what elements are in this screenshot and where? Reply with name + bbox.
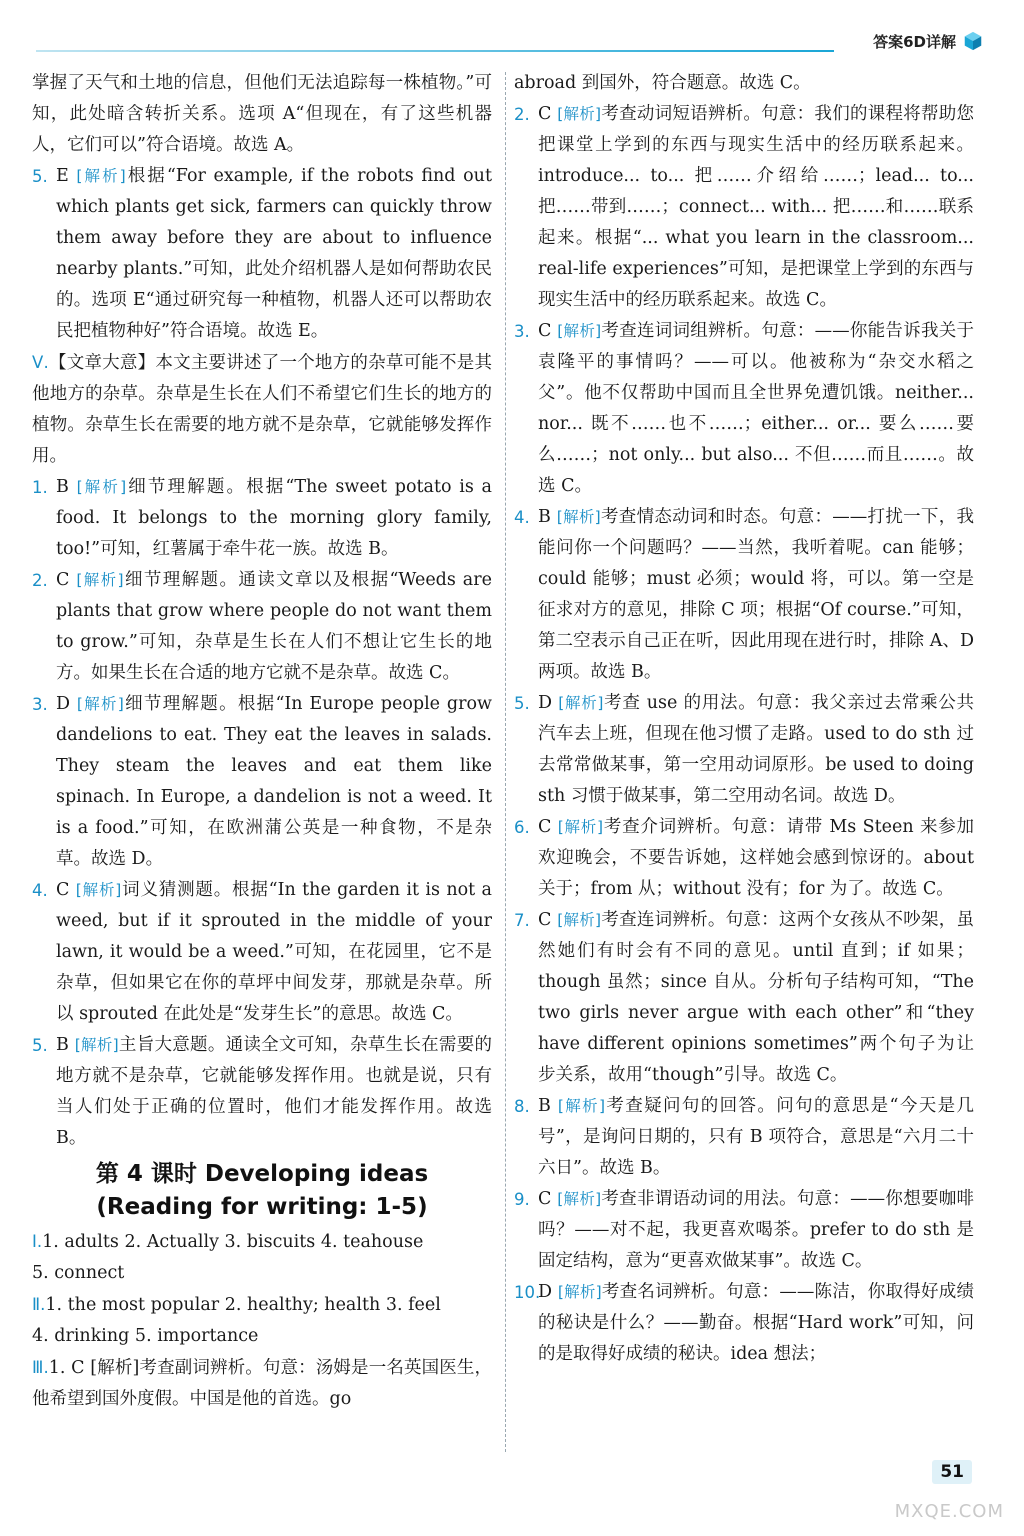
analysis-text: 考查连词辨析。句意：这两个女孩从不吵架，虽然她们有时会有不同的意见。until 直到；if 如果；though 虽然；since 自从。分析句子结构可知，“The two girls never argue with each other”和“they have different opinions sometimes”两个句子为让步关系，故用“though”引导。故选 C。: [538, 910, 974, 1085]
item-number: 6.: [514, 818, 530, 837]
analysis-tag: [解析]: [557, 1097, 606, 1115]
section-text: 1. the most popular 2. healthy; health 3. feel: [45, 1295, 441, 1315]
answer-letter: D: [56, 694, 71, 714]
analysis-tag: [解析]: [557, 105, 602, 123]
column-divider: [505, 72, 506, 1452]
section-block: [32, 1226, 492, 1258]
answer-item: [514, 688, 974, 812]
answer-letter: C: [538, 1189, 552, 1209]
analysis-text: 考查介词辨析。句意：请带 Ms Steen 来参加欢迎晚会，不要告诉她，这样她会感到惊讶的。about 关于；from 从；without 没有；for 为了。故选 C。: [538, 817, 974, 899]
brand-text: 答案6D详解: [873, 32, 956, 51]
analysis-tag: [解析]: [557, 322, 602, 340]
answer-item: [514, 1184, 974, 1277]
analysis-text: 考查动词短语辨析。句意：我们的课程将帮助您把课堂上学到的东西与现实生活中的经历联系起来。introduce... to... 把……介绍给……；lead... to... 把……带到……；connect... with... 把……和……联系起来。根据“... what you learn in the classroom... real-life experiences”可知，是把课堂上学到的东西与现实生活中的经历联系起来。故选 C。: [538, 104, 974, 310]
answer-item: [32, 875, 492, 1030]
lesson-title: [32, 1158, 492, 1224]
item-number: 5.: [514, 694, 530, 713]
analysis-text: 考查非谓语动词的用法。句意：——你想要咖啡吗？——对不起，我更喜欢喝茶。prefer to do sth 是固定结构，意为“更喜欢做某事”。故选 C。: [538, 1189, 974, 1271]
item-number: 7.: [514, 911, 530, 930]
answer-letter: C: [538, 321, 552, 341]
section-text: 1. adults 2. Actually 3. biscuits 4. teahouse: [42, 1232, 424, 1252]
item-number: 8.: [514, 1097, 530, 1116]
answer-item: [514, 502, 974, 688]
section-block: [32, 1352, 492, 1415]
analysis-text: 主旨大意题。通读全文可知，杂草生长在需要的地方就不是杂草，它就能够发挥作用。也就是说，只有当人们处于正确的位置时，他们才能发挥作用。故选 B。: [56, 1035, 492, 1148]
item-number: 5.: [32, 167, 48, 186]
answer-letter: D: [538, 1282, 553, 1302]
section-text: 【文章大意】本文主要讲述了一个地方的杂草可能不是其他地方的杂草。杂草是生长在人们不希望它们生长的地方的植物。杂草生长在需要的地方就不是杂草，它就能够发挥作用。: [32, 353, 492, 466]
lesson-title-line2: (Reading for writing: 1-5): [96, 1194, 428, 1220]
text-paragraph: 4. drinking 5. importance: [32, 1326, 259, 1346]
section-label: Ⅱ.: [32, 1295, 46, 1314]
analysis-tag: [解析]: [74, 1036, 119, 1054]
section-text: 1. C [解析]考查副词辨析。句意：汤姆是一名英国医生，他希望到国外度假。中国是他的首选。go: [32, 1358, 492, 1409]
analysis-text: 词义猜测题。根据“In the garden it is not a weed, but if it sprouted in the middle of your lawn, it would be a weed.”可知，在花园里，它不是杂草，但如果它在你的草坪中间发芽，那就是杂草。所以 sprouted 在此处是“发芽生长”的意思。故选 C。: [56, 880, 492, 1024]
answer-item: [32, 1030, 492, 1154]
section-label: Ⅲ.: [32, 1358, 49, 1377]
page-header: [36, 30, 984, 60]
analysis-tag: [解析]: [557, 818, 604, 836]
left-column: [32, 68, 492, 1415]
answer-letter: B: [538, 507, 551, 527]
analysis-text: 细节理解题。通读文章以及根据“Weeds are plants that grow where people do not want them to grow.”可知，杂草是生长在人们不想让它生长的地方。如果生长在合适的地方它就不是杂草。故选 C。: [56, 570, 492, 683]
section-label: Ⅴ.: [32, 353, 49, 372]
answer-item: [514, 1277, 974, 1370]
answer-letter: D: [538, 693, 553, 713]
answer-item: [514, 316, 974, 502]
analysis-tag: [解析]: [557, 1190, 602, 1208]
brand-label: [873, 30, 984, 52]
answer-letter: E: [56, 166, 69, 186]
analysis-text: 考查 use 的用法。句意：我父亲过去常乘公共汽车去上班，但现在他习惯了走路。used to do sth 过去常常做某事，第一空用动词原形。be used to doing sth 习惯于做某事，第二空用动名词。故选 D。: [538, 693, 974, 806]
item-number: 4.: [514, 508, 530, 527]
answer-item: [514, 812, 974, 905]
answer-item: [514, 905, 974, 1091]
analysis-text: 根据“For example, if the robots find out which plants get sick, farmers can quickly throw them away before they are about to influence nearby plants.”可知，此处介绍机器人是如何帮助农民的。选项 E“通过研究每一种植物，机器人还可以帮助农民把植物种好”符合语境。故选 E。: [56, 166, 492, 341]
analysis-tag: [解析]: [76, 571, 124, 589]
analysis-tag: [解析]: [75, 881, 122, 899]
answer-letter: C: [56, 570, 70, 590]
cube-logo-icon: [962, 30, 984, 52]
analysis-text: 细节理解题。根据“In Europe people grow dandelions to eat. They eat the leaves in salads. They steam the leaves and eat them like spinach. In Europe, a dandelion is not a weed. It is a food.”可知，在欧洲蒲公英是一种食物，不是杂草。故选 D。: [56, 694, 492, 869]
header-rule: [36, 50, 834, 52]
analysis-tag: [解析]: [556, 508, 601, 526]
item-number: 3.: [32, 695, 48, 714]
item-number: 2.: [514, 105, 530, 124]
item-number: 3.: [514, 322, 530, 341]
right-column: [514, 68, 974, 1370]
lesson-title-line1: 第 4 课时 Developing ideas: [95, 1161, 429, 1187]
answer-item: [32, 472, 492, 565]
answer-letter: C: [538, 104, 552, 124]
analysis-tag: [解析]: [557, 911, 602, 929]
answer-letter: C: [538, 910, 552, 930]
answer-letter: B: [56, 477, 69, 497]
analysis-tag: [解析]: [557, 1283, 602, 1301]
analysis-tag: [解析]: [76, 167, 126, 185]
answer-letter: B: [538, 1096, 551, 1116]
analysis-tag: [解析]: [76, 478, 127, 496]
analysis-text: 考查疑问句的回答。问句的意思是“今天是几号”，是询问日期的，只有 B 项符合，意思是“六月二十六日”。故选 B。: [538, 1096, 974, 1178]
answer-letter: B: [56, 1035, 69, 1055]
answer-item: [32, 565, 492, 689]
answer-item: [32, 161, 492, 347]
page-number: 51: [932, 1460, 972, 1484]
watermark-logo: MXQE.COM: [894, 1501, 1004, 1522]
answer-letter: C: [538, 817, 552, 837]
analysis-tag: [解析]: [558, 694, 604, 712]
section-block: [32, 1289, 492, 1321]
item-number: 10.: [514, 1283, 541, 1302]
item-number: 1.: [32, 478, 48, 497]
answer-item: [32, 689, 492, 875]
answer-item: [514, 1091, 974, 1184]
item-number: 2.: [32, 571, 48, 590]
section-block: [32, 347, 492, 472]
analysis-tag: [解析]: [76, 695, 124, 713]
analysis-text: 考查连词词组辨析。句意：——你能告诉我关于袁隆平的事情吗？——可以。他被称为“杂交水稻之父”。他不仅帮助中国而且全世界免遭饥饿。neither... nor... 既不……也不……；either... or... 要么……要么……；not only... but also... 不但……而且……。故选 C。: [538, 321, 974, 496]
analysis-text: 考查情态动词和时态。句意：——打扰一下，我能问你一个问题吗？——当然，我听着呢。can 能够；could 能够；must 必须；would 将，可以。第一空是征求对方的意见，排除 C 项；根据“Of course.”可知，第二空表示自己正在听，因此用现在进行时，排除 A、D 两项。故选 B。: [538, 507, 974, 682]
item-number: 9.: [514, 1190, 530, 1209]
section-label: Ⅰ.: [32, 1232, 43, 1251]
text-paragraph: abroad 到国外，符合题意。故选 C。: [514, 73, 811, 93]
answer-item: [514, 99, 974, 316]
analysis-text: 考查名词辨析。句意：——陈洁，你取得好成绩的秘诀是什么？——勤奋。根据“Hard work”可知，问的是取得好成绩的秘诀。idea 想法；: [538, 1282, 974, 1364]
analysis-text: 细节理解题。根据“The sweet potato is a food. It belongs to the morning glory family, too!”可知，红薯属于牵牛花一族。故选 B。: [56, 477, 492, 559]
item-number: 5.: [32, 1036, 48, 1055]
answer-letter: C: [56, 880, 70, 900]
text-paragraph: 5. connect: [32, 1263, 125, 1283]
text-paragraph: 掌握了天气和土地的信息，但他们无法追踪每一株植物。”可知，此处暗含转折关系。选项 A“但现在，有了这些机器人，它们可以”符合语境。故选 A。: [32, 73, 492, 155]
item-number: 4.: [32, 881, 48, 900]
